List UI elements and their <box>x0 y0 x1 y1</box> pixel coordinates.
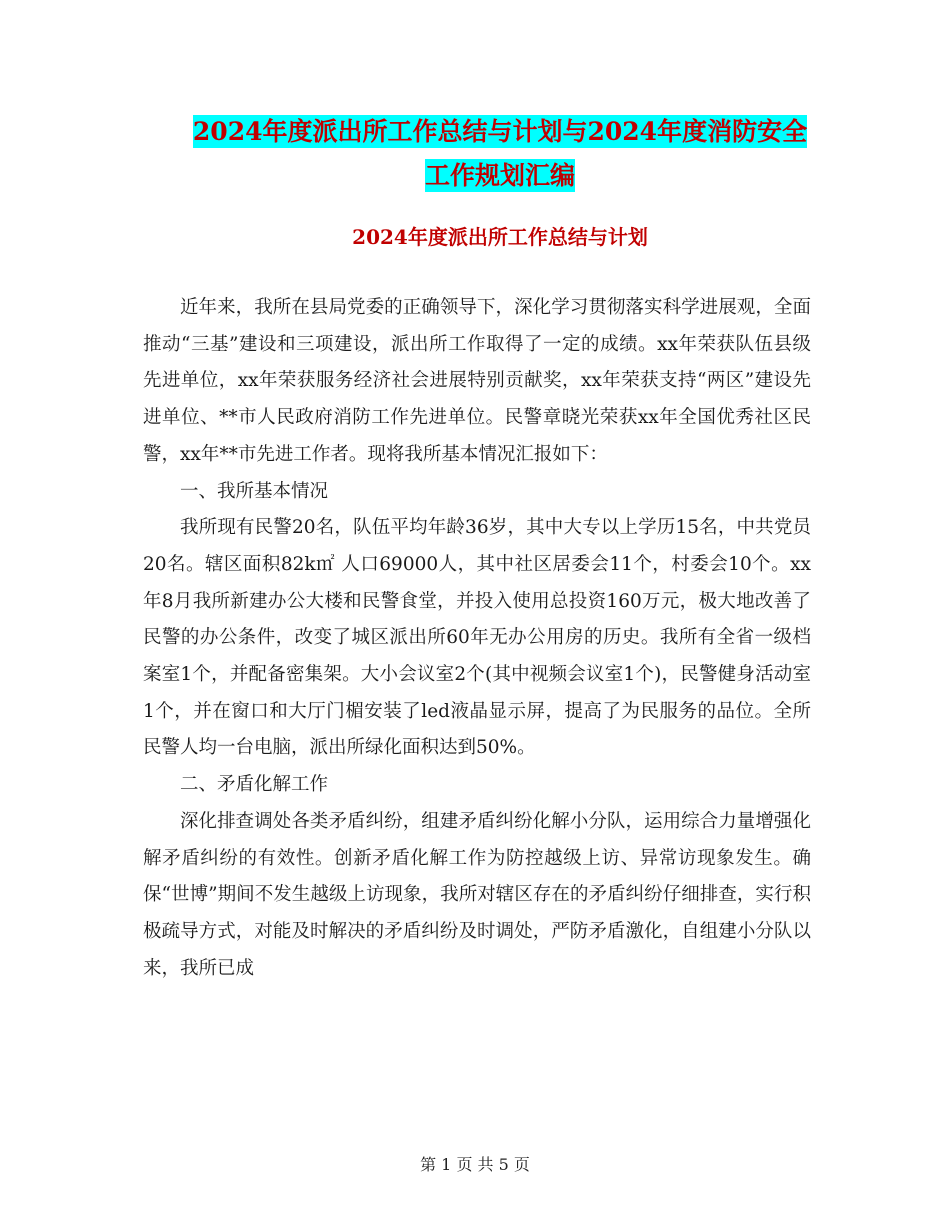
section-title: 2024年度派出所工作总结与计划 <box>352 225 648 249</box>
document-title-line2: 工作规划汇编 <box>424 161 575 190</box>
heading-basic-situation: 一、我所基本情况 <box>180 480 329 502</box>
page-footer: 第 1 页 共 5 页 <box>420 1155 530 1174</box>
paragraph-intro: 近年来，我所在县局党委的正确领导下，深化学习贯彻落实科学进展观，全面推动“三基”建设和三项建设，派出所工作取得了一定的成绩。xx年荣获队伍县级先进单位，xx年荣获服务经济社会进展特别贡献奖，xx年荣获支持“两区”建设先进单位、**市人民政府消防工作先进单位。民警章晓光荣获xx年全国优秀社区民警，xx年**市先进工作者。现将我所基本情况汇报如下： <box>143 297 811 465</box>
document-title <box>140 110 860 198</box>
paragraph-conflict-resolution: 深化排查调处各类矛盾纠纷，组建矛盾纠纷化解小分队，运用综合力量增强化解矛盾纠纷的有效性。创新矛盾化解工作为防控越级上访、异常访现象发生。确保“世博”期间不发生越级上访现象，我所对辖区存在的矛盾纠纷仔细排查，实行积极疏导方式，对能及时解决的矛盾纠纷及时调处，严防矛盾激化，自组建小分队以来，我所已成 <box>143 810 811 979</box>
paragraph-basic-situation: 我所现有民警20名，队伍平均年龄36岁，其中大专以上学历15名，中共党员20名。辖区面积82k㎡ 人口69000人，其中社区居委会11个，村委会10个。xx年8月我所新建办公大楼和民警食堂，并投入使用总投资160万元，极大地改善了民警的办公条件，改变了城区派出所60年无办公用房的历史。我所有全省一级档案室1个，并配备密集架。大小会议室2个(其中视频会议室1个)，民警健身活动室1个，并在窗口和大厅门楣安装了led液晶显示屏，提高了为民服务的品位。全所民警人均一台电脑，派出所绿化面积达到50%。 <box>143 517 811 759</box>
document-body <box>143 290 811 987</box>
document-title-line1: 2024年度派出所工作总结与计划与2024年度消防安全 <box>192 117 808 146</box>
heading-conflict-resolution: 二、矛盾化解工作 <box>180 774 329 796</box>
